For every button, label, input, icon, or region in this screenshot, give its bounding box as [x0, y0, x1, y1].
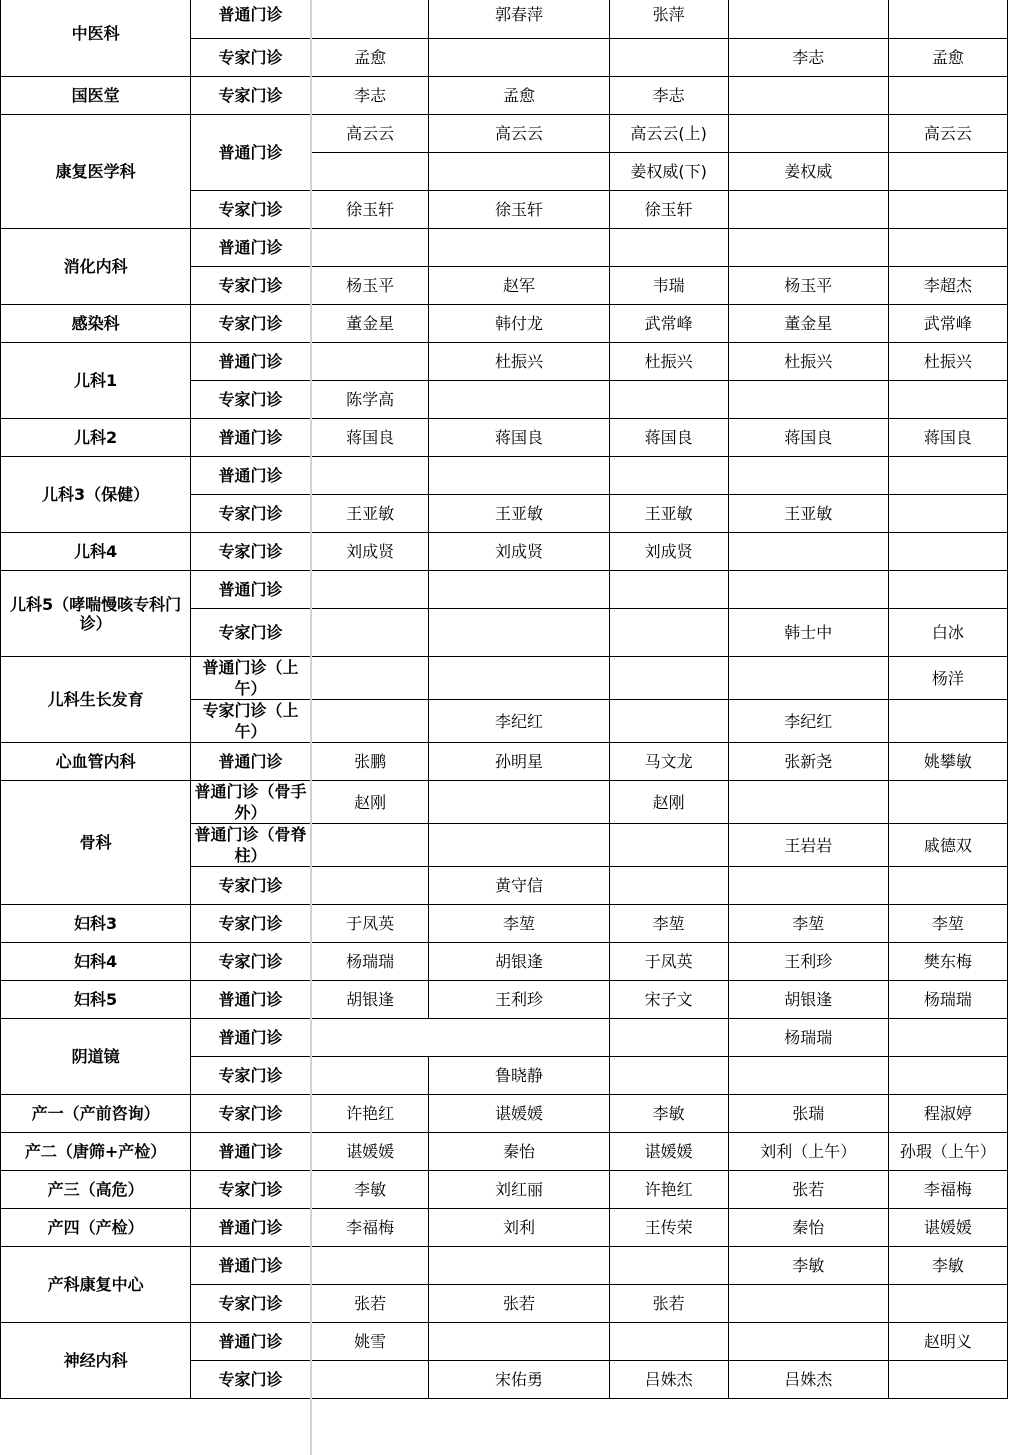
doctor-cell[interactable] [728, 77, 888, 115]
department-cell[interactable]: 骨科 [1, 781, 191, 905]
doctor-cell[interactable]: 宋佑勇 [429, 1361, 609, 1399]
clinic-type-cell[interactable]: 专家门诊 [191, 905, 311, 943]
doctor-cell[interactable]: 鲁晓静 [429, 1057, 609, 1095]
clinic-type-cell[interactable] [191, 824, 311, 867]
doctor-cell[interactable]: 谌媛媛 [888, 1209, 1007, 1247]
table-row [1, 533, 1008, 571]
doctor-cell[interactable]: 许艳红 [609, 1171, 728, 1209]
clinic-type-cell[interactable]: 普通门诊 [191, 343, 311, 381]
doctor-cell[interactable]: 李敏 [888, 1247, 1007, 1285]
clinic-type-cell[interactable]: 专家门诊 [191, 1285, 311, 1323]
clinic-type-cell[interactable]: 普通门诊 [191, 229, 311, 267]
doctor-cell[interactable]: 吕姝杰 [609, 1361, 728, 1399]
doctor-cell[interactable] [728, 0, 888, 39]
doctor-cell[interactable]: 于凤英 [311, 905, 429, 943]
clinic-type-cell[interactable]: 普通门诊 [191, 1209, 311, 1247]
doctor-cell[interactable]: 刘成贤 [429, 533, 609, 571]
doctor-cell[interactable] [888, 229, 1007, 267]
doctor-cell[interactable]: 戚德双 [888, 824, 1007, 867]
clinic-type-cell[interactable]: 专家门诊 [191, 1361, 311, 1399]
doctor-cell[interactable]: 谌媛媛 [429, 1095, 609, 1133]
doctor-cell[interactable] [429, 229, 609, 267]
doctor-cell[interactable]: 杨瑞瑞 [311, 943, 429, 981]
department-cell[interactable]: 国医堂 [1, 77, 191, 115]
doctor-cell[interactable] [888, 153, 1007, 191]
table-row [1, 343, 1008, 381]
doctor-cell[interactable]: 李福梅 [311, 1209, 429, 1247]
doctor-cell[interactable]: 刘成贤 [311, 533, 429, 571]
doctor-cell[interactable] [311, 0, 429, 39]
doctor-cell[interactable] [888, 781, 1007, 824]
doctor-cell[interactable]: 谌媛媛 [311, 1133, 429, 1171]
doctor-cell[interactable]: 杜振兴 [888, 343, 1007, 381]
doctor-cell[interactable]: 杜振兴 [429, 343, 609, 381]
doctor-cell[interactable]: 李敏 [311, 1171, 429, 1209]
doctor-cell[interactable]: 秦怡 [429, 1133, 609, 1171]
table-row [1, 781, 1008, 824]
table-row [1, 457, 1008, 495]
doctor-cell[interactable]: 韩士中 [728, 609, 888, 657]
department-cell[interactable]: 神经内科 [1, 1323, 191, 1399]
doctor-cell[interactable]: 李超杰 [888, 267, 1007, 305]
doctor-cell[interactable]: 张鹏 [311, 743, 429, 781]
table-row [1, 419, 1008, 457]
doctor-cell[interactable]: 胡银逢 [728, 981, 888, 1019]
doctor-cell[interactable] [429, 609, 609, 657]
doctor-cell[interactable] [888, 457, 1007, 495]
doctor-cell[interactable]: 韩付龙 [429, 305, 609, 343]
doctor-cell[interactable]: 蒋国良 [609, 419, 728, 457]
department-cell[interactable]: 儿科4 [1, 533, 191, 571]
doctor-cell[interactable]: 孟愈 [888, 39, 1007, 77]
table-row [1, 1095, 1008, 1133]
clinic-type-cell[interactable]: 普通门诊 [191, 571, 311, 609]
department-cell[interactable]: 儿科5（哮喘慢咳专科门诊） [1, 571, 191, 657]
doctor-cell[interactable] [429, 657, 609, 700]
doctor-cell[interactable]: 樊东梅 [888, 943, 1007, 981]
doctor-cell[interactable] [609, 229, 728, 267]
doctor-cell[interactable]: 徐玉轩 [311, 191, 429, 229]
doctor-cell[interactable]: 谌媛媛 [609, 1133, 728, 1171]
doctor-cell[interactable]: 李志 [311, 77, 429, 115]
doctor-cell[interactable] [888, 1285, 1007, 1323]
clinic-type-cell[interactable]: 普通门诊 [191, 1133, 311, 1171]
department-cell[interactable]: 中医科 [1, 0, 191, 77]
department-cell[interactable]: 产三（高危） [1, 1171, 191, 1209]
doctor-cell[interactable] [429, 1323, 609, 1361]
doctor-cell[interactable] [728, 191, 888, 229]
clinic-type-label: 专家门诊（上午） [202, 701, 299, 741]
department-cell[interactable]: 妇科4 [1, 943, 191, 981]
doctor-cell[interactable]: 李福梅 [888, 1171, 1007, 1209]
doctor-cell[interactable]: 黄守信 [429, 867, 609, 905]
clinic-type-cell[interactable]: 专家门诊 [191, 1095, 311, 1133]
doctor-cell[interactable]: 孟愈 [429, 77, 609, 115]
table-row [1, 305, 1008, 343]
doctor-cell[interactable]: 姜权威 [728, 153, 888, 191]
doctor-cell[interactable]: 李志 [728, 39, 888, 77]
table-row [1, 229, 1008, 267]
clinic-type-cell[interactable]: 专家门诊 [191, 609, 311, 657]
doctor-cell[interactable]: 张萍 [609, 0, 728, 39]
doctor-cell[interactable]: 孟愈 [311, 39, 429, 77]
table-row [1, 77, 1008, 115]
doctor-cell[interactable]: 高云云 [311, 115, 429, 153]
department-cell[interactable]: 产四（产检） [1, 1209, 191, 1247]
doctor-cell[interactable]: 马文龙 [609, 743, 728, 781]
doctor-cell[interactable] [888, 191, 1007, 229]
doctor-cell[interactable]: 赵刚 [311, 781, 429, 824]
doctor-cell[interactable] [888, 1361, 1007, 1399]
doctor-cell[interactable] [311, 1361, 429, 1399]
table-row [1, 1247, 1008, 1285]
doctor-cell[interactable] [311, 153, 429, 191]
clinic-type-cell[interactable]: 专家门诊 [191, 267, 311, 305]
doctor-cell[interactable]: 徐玉轩 [429, 191, 609, 229]
doctor-cell[interactable]: 许艳红 [311, 1095, 429, 1133]
doctor-cell[interactable] [429, 153, 609, 191]
table-row [1, 1019, 1008, 1057]
doctor-cell[interactable]: 王亚敏 [429, 495, 609, 533]
doctor-cell[interactable] [311, 229, 429, 267]
doctor-cell[interactable]: 赵军 [429, 267, 609, 305]
clinic-type-cell[interactable]: 专家门诊 [191, 1057, 311, 1095]
doctor-cell[interactable] [429, 571, 609, 609]
doctor-cell[interactable]: 于凤英 [609, 943, 728, 981]
doctor-cell[interactable]: 蒋国良 [728, 419, 888, 457]
doctor-cell[interactable]: 杜振兴 [728, 343, 888, 381]
table-row [1, 1209, 1008, 1247]
table-row [1, 115, 1008, 153]
doctor-cell[interactable]: 张新尧 [728, 743, 888, 781]
doctor-cell[interactable]: 胡银逢 [429, 943, 609, 981]
department-cell[interactable]: 产一（产前咨询） [1, 1095, 191, 1133]
department-cell[interactable]: 儿科生长发育 [1, 657, 191, 743]
department-cell[interactable]: 阴道镜 [1, 1019, 191, 1095]
table-row [1, 1323, 1008, 1361]
clinic-type-cell[interactable]: 专家门诊 [191, 495, 311, 533]
doctor-cell[interactable]: 李堃 [429, 905, 609, 943]
doctor-cell[interactable] [311, 1019, 609, 1057]
doctor-cell[interactable] [429, 824, 609, 867]
doctor-cell[interactable]: 武常峰 [888, 305, 1007, 343]
doctor-cell[interactable] [311, 700, 429, 743]
table-row [1, 981, 1008, 1019]
clinic-type-cell[interactable]: 普通门诊 [191, 0, 311, 39]
doctor-cell[interactable]: 董金星 [728, 305, 888, 343]
table-row [1, 657, 1008, 700]
department-cell[interactable]: 心血管内科 [1, 743, 191, 781]
clinic-type-cell[interactable]: 普通门诊 [191, 981, 311, 1019]
department-cell[interactable]: 妇科5 [1, 981, 191, 1019]
doctor-cell[interactable]: 高云云 [429, 115, 609, 153]
doctor-cell[interactable]: 刘利（上午） [728, 1133, 888, 1171]
doctor-cell[interactable]: 张瑞 [728, 1095, 888, 1133]
doctor-cell[interactable]: 姚雪 [311, 1323, 429, 1361]
doctor-cell[interactable]: 张若 [728, 1171, 888, 1209]
doctor-cell[interactable]: 高云云(上) [609, 115, 728, 153]
doctor-cell[interactable] [888, 0, 1007, 39]
doctor-cell[interactable]: 刘红丽 [429, 1171, 609, 1209]
doctor-cell[interactable]: 蒋国良 [311, 419, 429, 457]
doctor-cell[interactable] [728, 1057, 888, 1095]
doctor-cell[interactable]: 姜权威(下) [609, 153, 728, 191]
department-cell[interactable]: 产二（唐筛+产检） [1, 1133, 191, 1171]
doctor-cell[interactable] [429, 39, 609, 77]
doctor-cell[interactable] [609, 457, 728, 495]
clinic-type-cell[interactable]: 专家门诊 [191, 381, 311, 419]
doctor-cell[interactable]: 王利珍 [429, 981, 609, 1019]
doctor-cell[interactable] [311, 867, 429, 905]
doctor-cell[interactable]: 郭春萍 [429, 0, 609, 39]
clinic-type-cell[interactable]: 专家门诊 [191, 77, 311, 115]
doctor-cell[interactable]: 杨玉平 [728, 267, 888, 305]
department-cell[interactable]: 儿科1 [1, 343, 191, 419]
doctor-cell[interactable] [311, 609, 429, 657]
doctor-cell[interactable] [311, 824, 429, 867]
doctor-cell[interactable]: 徐玉轩 [609, 191, 728, 229]
doctor-cell[interactable]: 刘利 [429, 1209, 609, 1247]
doctor-cell[interactable] [311, 343, 429, 381]
clinic-type-cell[interactable]: 普通门诊 [191, 419, 311, 457]
doctor-cell[interactable]: 蒋国良 [429, 419, 609, 457]
doctor-cell[interactable] [728, 657, 888, 700]
department-cell[interactable]: 消化内科 [1, 229, 191, 305]
clinic-type-cell[interactable] [191, 657, 311, 700]
doctor-cell[interactable] [728, 533, 888, 571]
doctor-cell[interactable]: 吕姝杰 [728, 1361, 888, 1399]
doctor-cell[interactable]: 王亚敏 [609, 495, 728, 533]
table-row [1, 1133, 1008, 1171]
doctor-cell[interactable] [888, 1019, 1007, 1057]
doctor-cell[interactable] [311, 1057, 429, 1095]
doctor-cell[interactable] [888, 495, 1007, 533]
clinic-type-cell[interactable] [191, 781, 311, 824]
doctor-cell[interactable] [728, 229, 888, 267]
doctor-cell[interactable]: 董金星 [311, 305, 429, 343]
doctor-cell[interactable]: 杨瑞瑞 [888, 981, 1007, 1019]
clinic-type-cell[interactable] [191, 700, 311, 743]
doctor-cell[interactable]: 杜振兴 [609, 343, 728, 381]
department-cell[interactable]: 儿科2 [1, 419, 191, 457]
freeze-pane-divider [310, 0, 312, 1455]
clinic-type-cell[interactable]: 普通门诊 [191, 1019, 311, 1057]
doctor-cell[interactable]: 王亚敏 [728, 495, 888, 533]
doctor-cell[interactable]: 程淑婷 [888, 1095, 1007, 1133]
table-row [1, 571, 1008, 609]
doctor-cell[interactable] [609, 381, 728, 419]
doctor-cell[interactable] [728, 571, 888, 609]
doctor-cell[interactable]: 杨玉平 [311, 267, 429, 305]
doctor-cell[interactable] [609, 609, 728, 657]
doctor-cell[interactable]: 蒋国良 [888, 419, 1007, 457]
doctor-cell[interactable] [888, 77, 1007, 115]
doctor-cell[interactable] [728, 1285, 888, 1323]
doctor-cell[interactable] [728, 1323, 888, 1361]
doctor-cell[interactable]: 李志 [609, 77, 728, 115]
doctor-cell[interactable] [888, 700, 1007, 743]
doctor-cell[interactable]: 王岩岩 [728, 824, 888, 867]
clinic-type-cell[interactable]: 专家门诊 [191, 867, 311, 905]
doctor-cell[interactable] [609, 1323, 728, 1361]
doctor-cell[interactable]: 张若 [311, 1285, 429, 1323]
clinic-type-cell[interactable]: 普通门诊 [191, 1247, 311, 1285]
doctor-cell[interactable]: 李堃 [728, 905, 888, 943]
doctor-cell[interactable] [609, 657, 728, 700]
doctor-cell[interactable]: 武常峰 [609, 305, 728, 343]
doctor-cell[interactable] [609, 1057, 728, 1095]
doctor-cell[interactable]: 秦怡 [728, 1209, 888, 1247]
doctor-cell[interactable]: 孙瑕（上午） [888, 1133, 1007, 1171]
table-row [1, 905, 1008, 943]
doctor-cell[interactable]: 李敏 [609, 1095, 728, 1133]
doctor-cell[interactable] [609, 1247, 728, 1285]
doctor-cell[interactable] [429, 1247, 609, 1285]
clinic-type-cell[interactable]: 普通门诊 [191, 115, 311, 191]
doctor-cell[interactable] [311, 1247, 429, 1285]
doctor-cell[interactable]: 李堃 [888, 905, 1007, 943]
department-cell[interactable]: 妇科3 [1, 905, 191, 943]
doctor-cell[interactable]: 李纪红 [728, 700, 888, 743]
table-row [1, 0, 1008, 39]
doctor-cell[interactable]: 刘成贤 [609, 533, 728, 571]
doctor-cell[interactable] [609, 700, 728, 743]
clinic-type-cell[interactable]: 专家门诊 [191, 305, 311, 343]
clinic-type-cell[interactable]: 专家门诊 [191, 191, 311, 229]
clinic-type-cell[interactable]: 专家门诊 [191, 533, 311, 571]
doctor-cell[interactable]: 杨洋 [888, 657, 1007, 700]
table-row [1, 943, 1008, 981]
doctor-cell[interactable] [609, 1019, 728, 1057]
doctor-cell[interactable] [429, 381, 609, 419]
doctor-cell[interactable]: 韦瑞 [609, 267, 728, 305]
doctor-cell[interactable] [609, 867, 728, 905]
doctor-cell[interactable]: 王传荣 [609, 1209, 728, 1247]
department-cell[interactable]: 儿科3（保健） [1, 457, 191, 533]
doctor-cell[interactable]: 杨瑞瑞 [728, 1019, 888, 1057]
table-row [1, 1171, 1008, 1209]
doctor-cell[interactable] [609, 39, 728, 77]
doctor-cell[interactable] [609, 824, 728, 867]
clinic-type-cell[interactable]: 普通门诊 [191, 1323, 311, 1361]
doctor-cell[interactable]: 王亚敏 [311, 495, 429, 533]
doctor-cell[interactable]: 高云云 [888, 115, 1007, 153]
clinic-type-cell[interactable]: 专家门诊 [191, 1171, 311, 1209]
doctor-cell[interactable]: 姚攀敏 [888, 743, 1007, 781]
doctor-cell[interactable]: 赵明义 [888, 1323, 1007, 1361]
doctor-cell[interactable]: 李敏 [728, 1247, 888, 1285]
clinic-type-label: 普通门诊（骨脊柱） [194, 825, 307, 865]
doctor-cell[interactable]: 赵刚 [609, 781, 728, 824]
clinic-type-cell[interactable]: 普通门诊 [191, 743, 311, 781]
doctor-cell[interactable] [888, 867, 1007, 905]
department-cell[interactable]: 感染科 [1, 305, 191, 343]
doctor-cell[interactable] [728, 115, 888, 153]
doctor-cell[interactable] [311, 571, 429, 609]
doctor-cell[interactable] [888, 571, 1007, 609]
doctor-cell[interactable] [311, 657, 429, 700]
doctor-cell[interactable] [728, 457, 888, 495]
doctor-cell[interactable] [888, 381, 1007, 419]
clinic-type-cell[interactable]: 专家门诊 [191, 39, 311, 77]
doctor-cell[interactable] [888, 533, 1007, 571]
doctor-cell[interactable] [311, 457, 429, 495]
department-cell[interactable]: 康复医学科 [1, 115, 191, 229]
table-row [1, 743, 1008, 781]
doctor-cell[interactable]: 宋子文 [609, 981, 728, 1019]
doctor-cell[interactable] [728, 381, 888, 419]
doctor-cell[interactable]: 张若 [609, 1285, 728, 1323]
doctor-cell[interactable]: 李堃 [609, 905, 728, 943]
doctor-cell[interactable] [429, 457, 609, 495]
clinic-type-cell[interactable]: 普通门诊 [191, 457, 311, 495]
doctor-cell[interactable] [609, 571, 728, 609]
doctor-cell[interactable]: 李纪红 [429, 700, 609, 743]
doctor-cell[interactable] [728, 867, 888, 905]
clinic-type-cell[interactable]: 专家门诊 [191, 943, 311, 981]
doctor-cell[interactable]: 孙明星 [429, 743, 609, 781]
doctor-cell[interactable] [728, 781, 888, 824]
doctor-cell[interactable]: 陈学高 [311, 381, 429, 419]
doctor-cell[interactable] [888, 1057, 1007, 1095]
doctor-cell[interactable]: 白冰 [888, 609, 1007, 657]
doctor-cell[interactable] [429, 781, 609, 824]
doctor-cell[interactable]: 胡银逢 [311, 981, 429, 1019]
doctor-cell[interactable]: 张若 [429, 1285, 609, 1323]
department-cell[interactable]: 产科康复中心 [1, 1247, 191, 1323]
clinic-type-label: 普通门诊（上午） [202, 658, 299, 698]
clinic-type-label: 普通门诊（骨手外） [194, 782, 307, 822]
doctor-cell[interactable]: 王利珍 [728, 943, 888, 981]
